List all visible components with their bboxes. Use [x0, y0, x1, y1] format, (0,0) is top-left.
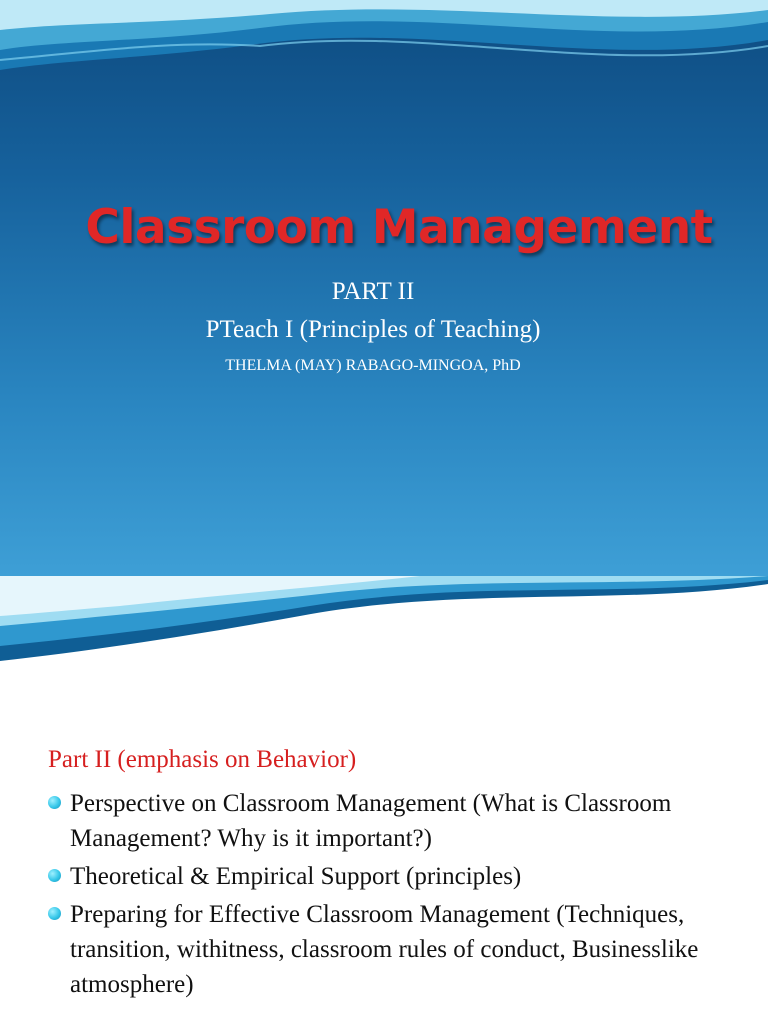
slide-heading: Part II (emphasis on Behavior)	[48, 746, 357, 773]
decorative-wave-top	[0, 576, 768, 676]
course-name: PTeach I (Principles of Teaching)	[205, 316, 541, 343]
bullet-icon	[48, 869, 61, 882]
decorative-wave-top	[0, 0, 768, 90]
bullet-icon	[48, 796, 61, 809]
bullet-list	[48, 786, 758, 1005]
bullet-icon	[48, 907, 61, 920]
author-name: THELMA (MAY) RABAGO-MINGOA, PhD	[225, 357, 521, 374]
part-label: PART II	[331, 278, 415, 305]
bullet-text: Theoretical & Empirical Support (principles)	[70, 863, 522, 890]
bullet-text: Preparing for Effective Classroom Management (Techniques, transition, withitness, classroom rules of conduct, Businesslike atmosphere)	[70, 901, 699, 998]
list-item	[48, 859, 758, 894]
list-item	[48, 786, 758, 856]
list-item	[48, 897, 758, 1002]
bullet-text: Perspective on Classroom Management (What is Classroom Management? Why is it important?)	[70, 790, 672, 852]
content-slide	[0, 576, 768, 1024]
slide-title: Classroom Management	[85, 200, 713, 255]
